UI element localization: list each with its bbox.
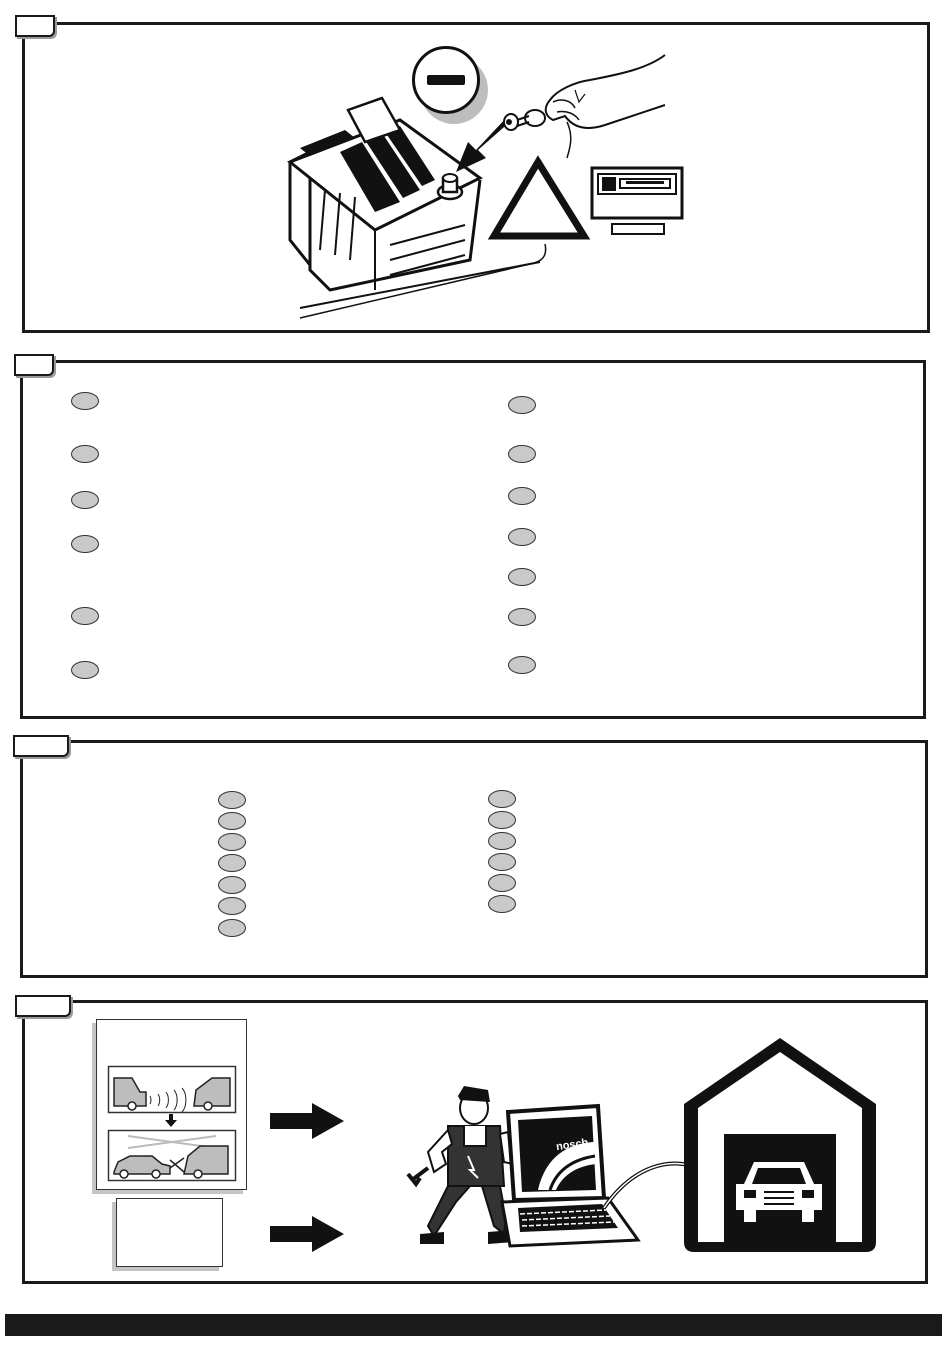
marker-oval	[218, 833, 246, 851]
marker-oval	[71, 535, 99, 553]
marker-oval	[488, 895, 516, 913]
step-tab-2	[14, 354, 54, 376]
marker-oval	[488, 832, 516, 850]
step-tab-4	[15, 995, 71, 1017]
garage-icon	[680, 1034, 880, 1256]
marker-oval	[508, 396, 536, 414]
marker-oval	[508, 656, 536, 674]
marker-oval	[218, 897, 246, 915]
marker-oval	[508, 487, 536, 505]
minus-terminal-icon	[412, 46, 480, 114]
marker-oval	[488, 811, 516, 829]
marker-oval	[508, 568, 536, 586]
legend-panel-2	[20, 360, 926, 719]
marker-oval	[218, 854, 246, 872]
tow-scene-bottom-icon	[108, 1130, 236, 1182]
marker-oval	[488, 874, 516, 892]
blank-note-card	[116, 1198, 223, 1267]
arrow-right-icon	[270, 1216, 344, 1252]
laptop-brand-text: nosch	[555, 1136, 590, 1154]
marker-oval	[71, 607, 99, 625]
legend-panel-3	[20, 740, 928, 978]
marker-oval	[488, 853, 516, 871]
marker-oval	[218, 919, 246, 937]
step-tab-3	[13, 735, 69, 757]
minus-bar	[427, 75, 465, 85]
footer-bar	[5, 1314, 942, 1336]
marker-oval	[508, 528, 536, 546]
marker-oval	[508, 445, 536, 463]
marker-oval	[71, 392, 99, 410]
marker-oval	[218, 812, 246, 830]
tow-scene-top-icon	[108, 1066, 236, 1114]
down-arrow-icon	[164, 1114, 178, 1128]
marker-oval	[218, 791, 246, 809]
arrow-right-icon	[270, 1103, 344, 1139]
hand-holding-cable-icon	[495, 50, 670, 160]
marker-oval	[71, 491, 99, 509]
marker-oval	[508, 608, 536, 626]
step-tab-1	[15, 15, 55, 37]
marker-oval	[488, 790, 516, 808]
warning-triangle-icon	[490, 158, 590, 270]
marker-oval	[218, 876, 246, 894]
radio-unit-icon	[590, 166, 686, 238]
marker-oval	[71, 661, 99, 679]
marker-oval	[71, 445, 99, 463]
